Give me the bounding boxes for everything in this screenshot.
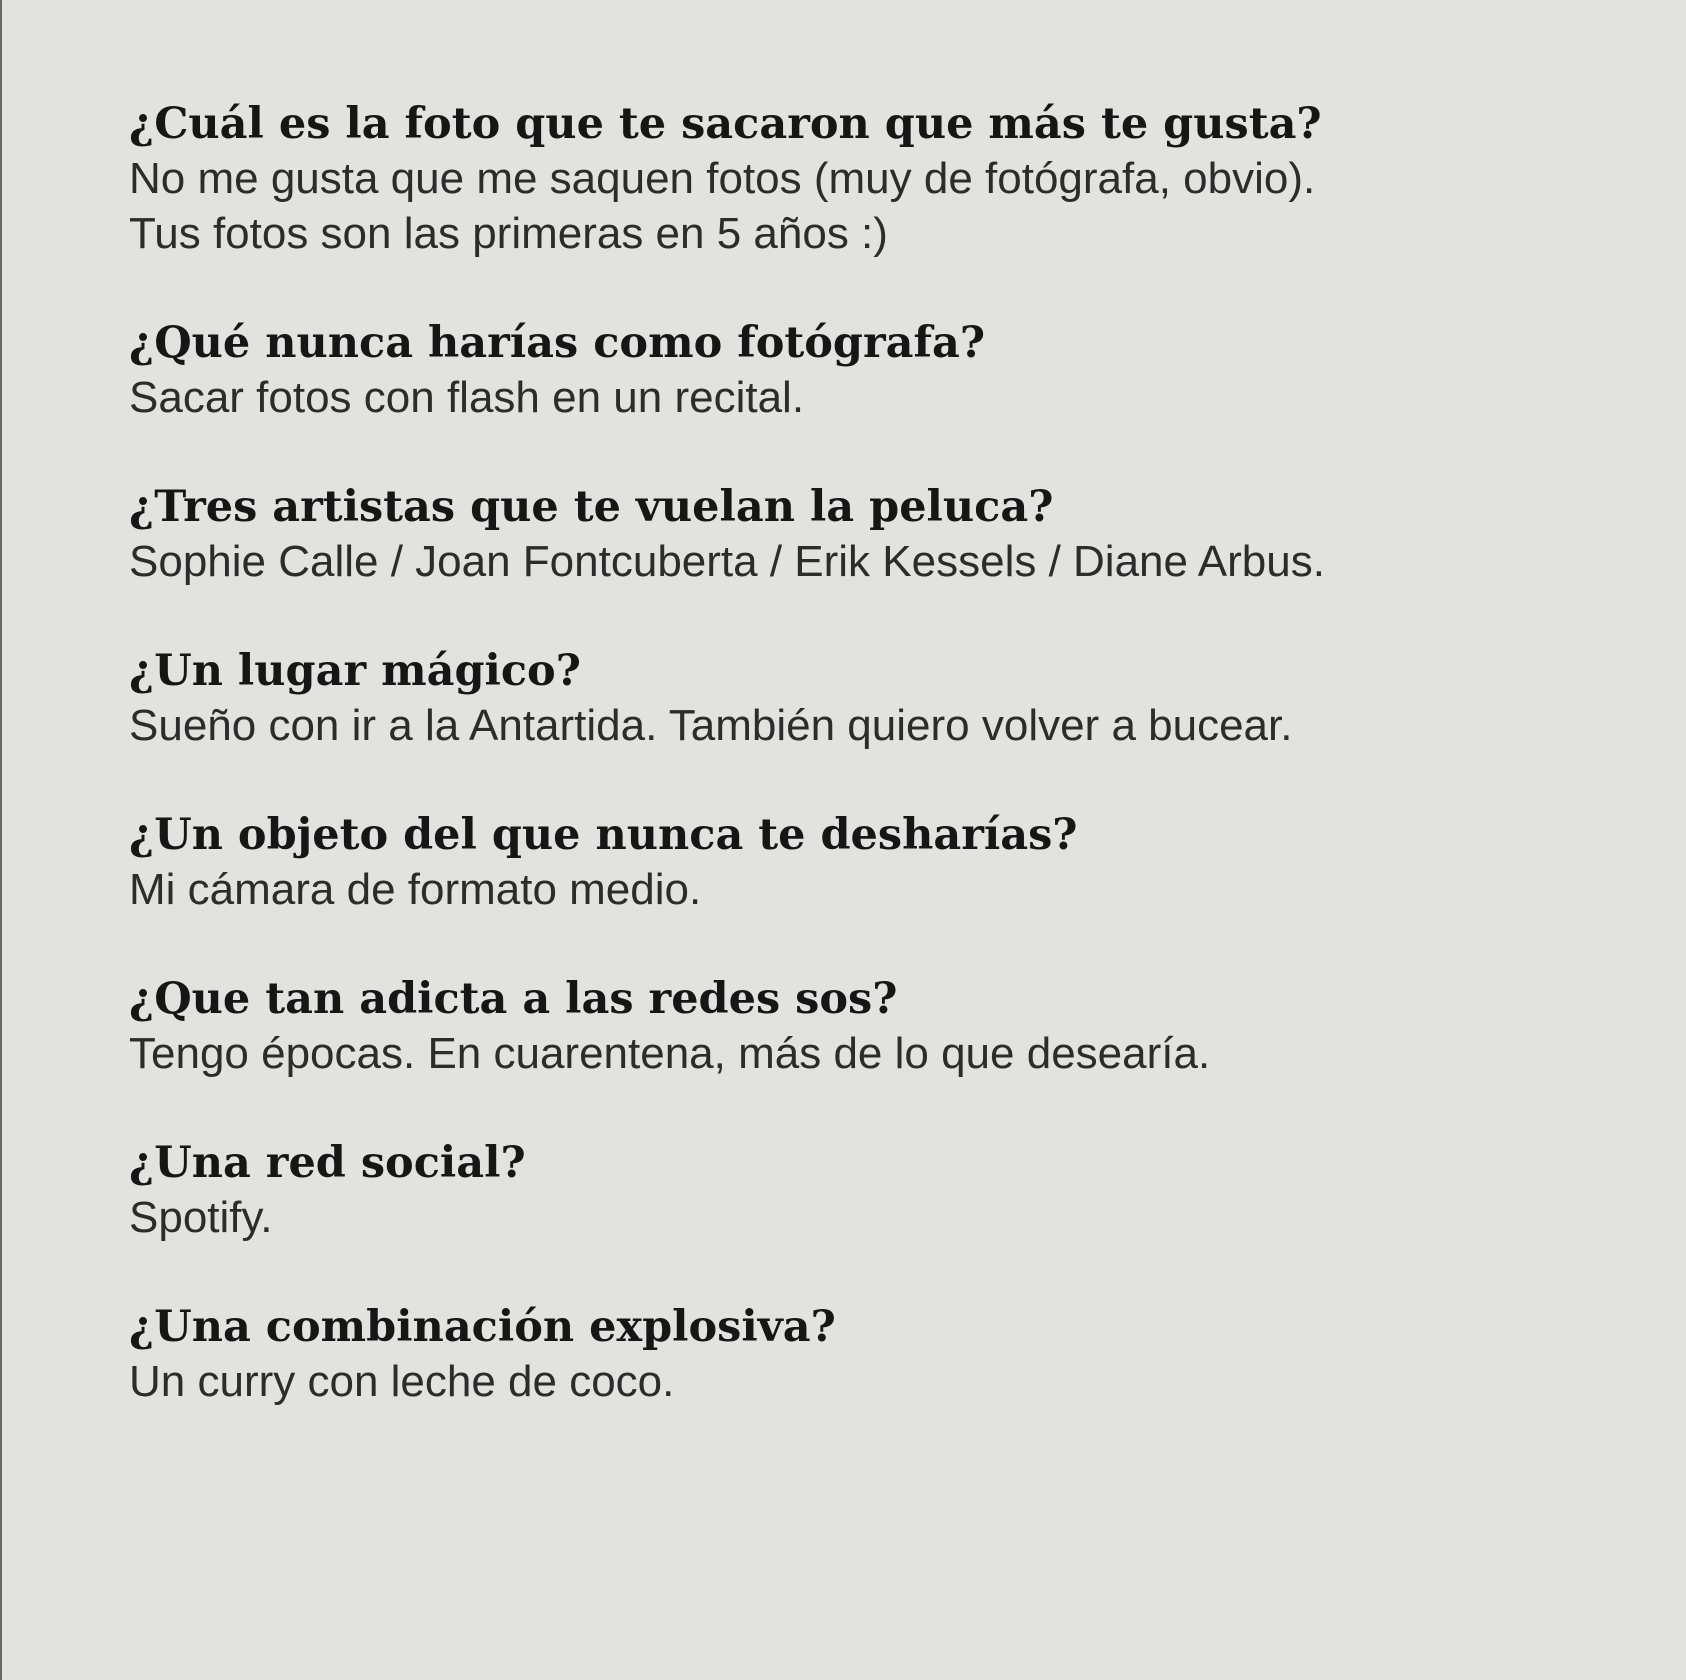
answer-line: Tus fotos son las primeras en 5 años :) (129, 209, 888, 258)
answer-line: Spotify. (129, 1193, 273, 1242)
answer-line: Sueño con ir a la Antartida. También quiero volver a bucear. (129, 701, 1293, 750)
qa-list (129, 97, 1609, 1464)
answer-line: Sacar fotos con flash en un recital. (129, 373, 805, 422)
question-heading: ¿Tres artistas que te vuelan la peluca? (129, 482, 1054, 532)
question-heading: ¿Qué nunca harías como fotógrafa? (129, 318, 986, 368)
question-heading: ¿Un objeto del que nunca te desharías? (129, 810, 1078, 860)
answer-line: No me gusta que me saquen fotos (muy de fotógrafa, obvio). (129, 154, 1316, 203)
question-heading: ¿Una combinación explosiva? (129, 1302, 836, 1352)
question-heading: ¿Una red social? (129, 1138, 526, 1188)
qa-item (129, 97, 1609, 261)
qa-item (129, 972, 1609, 1081)
qa-item (129, 808, 1609, 917)
qa-item (129, 644, 1609, 753)
question-heading: ¿Que tan adicta a las redes sos? (129, 974, 898, 1024)
qa-item (129, 1300, 1609, 1409)
answer-line: Sophie Calle / Joan Fontcuberta / Erik Kessels / Diane Arbus. (129, 537, 1325, 586)
answer-line: Un curry con leche de coco. (129, 1357, 675, 1406)
question-heading: ¿Cuál es la foto que te sacaron que más te gusta? (129, 99, 1322, 149)
answer-line: Mi cámara de formato medio. (129, 865, 702, 914)
question-heading: ¿Un lugar mágico? (129, 646, 581, 696)
qa-item (129, 316, 1609, 425)
answer-line: Tengo épocas. En cuarentena, más de lo que desearía. (129, 1029, 1211, 1078)
qa-item (129, 480, 1609, 589)
qa-item (129, 1136, 1609, 1245)
